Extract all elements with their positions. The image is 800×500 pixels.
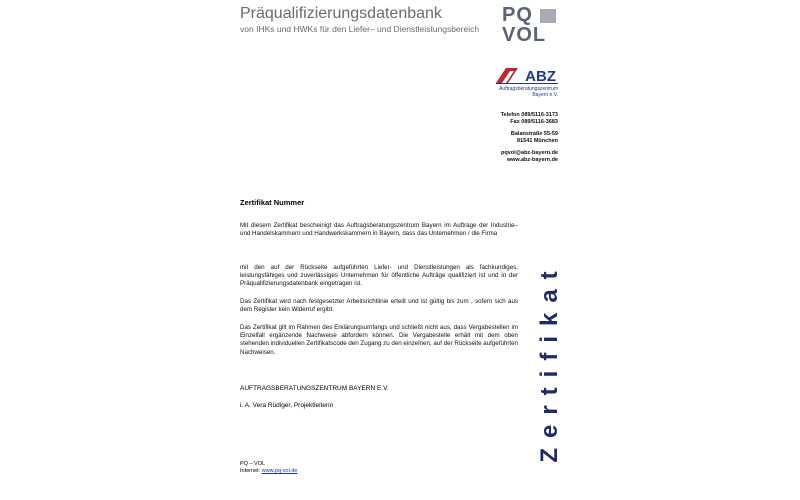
footer-internet-link[interactable]: www.pq-vol.de <box>261 468 298 474</box>
pqvol-logo-line2: VOL <box>502 24 547 46</box>
pqvol-logo-square <box>540 9 556 23</box>
contact-web: www.abz-bayern.de <box>506 156 558 163</box>
certificate-paragraph-1: Mit diesem Zertifikat bescheinigt das Auftragsberatungszentrum Bayern im Auftrage der Industrie– und Handelskammern und Handwerkskammern in Bayern, dass das Unternehmen / die Firma <box>240 222 518 238</box>
certificate-paragraph-3: Das Zertifikat wird nach festgesetzter Arbeitsrichtlinie erteilt und ist gültig bis zum , sofern sich aus dem Register kein Widerruf ergibt. <box>240 298 518 314</box>
certificate-paragraph-2: mit den auf der Rückseite aufgeführten Liefer- und Dienstleistungen als fachkundiges, leistungsfähiges und zuverlässiges Unternehmen für öffentliche Aufträge qualifiziert ist und in der Präqualifizierungsdatenbank eingetragen ist. <box>240 264 518 288</box>
contact-phone: Telefon 089/5116-3173 <box>500 112 558 118</box>
signature-organization: AUFTRAGSBERATUNGSZENTRUM BAYERN E.V. <box>240 385 389 392</box>
contact-email: pqvol@abz-bayern.de <box>500 150 558 156</box>
page-subtitle: von IHKs und HWKs für den Liefer– und Dienstleistungsbereich <box>240 24 480 34</box>
contact-fax: Fax 089/5116-3683 <box>510 118 558 125</box>
contact-block <box>470 112 558 163</box>
footer-internet <box>240 468 298 474</box>
abz-logo-mark <box>496 66 558 84</box>
pqvol-logo <box>502 5 562 51</box>
contact-city: 81541 München <box>517 137 558 144</box>
signature-person: i. A. Vera Rüdiger, Projektleiterin <box>240 402 334 409</box>
vertical-certificate-text: Zertifikat <box>536 261 563 463</box>
certificate-paragraph-4: Das Zertifikat gilt im Rahmen des Erklärungsumfangs und schließt nicht aus, dass Vergabestellen im Einzelfall ergänzende Nachweise abfordern können. Die Vergabestelle erhält mit dem oben stehenden individuellen Zertifikatscode den Zugang zu den einzelnen, auf der Rückseite aufgeführten Nachweisen. <box>240 324 518 356</box>
abz-logo-line2: Bayern e.V. <box>532 92 558 98</box>
abz-logo-text: ABZ <box>525 68 556 84</box>
abz-logo-line1: Auftragsberatungszentrum <box>499 86 558 92</box>
pqvol-logo-line1: PQ <box>502 4 533 26</box>
certificate-heading: Zertifikat Nummer <box>240 198 305 207</box>
page-title: Präqualifizierungsdatenbank <box>240 5 442 22</box>
vertical-certificate-label <box>530 255 570 470</box>
footer-label: PQ – VOL <box>240 461 266 467</box>
footer-internet-label: Internet: <box>240 468 261 474</box>
contact-street: Balanstraße 55-59 <box>510 131 558 137</box>
abz-logo <box>496 66 560 106</box>
